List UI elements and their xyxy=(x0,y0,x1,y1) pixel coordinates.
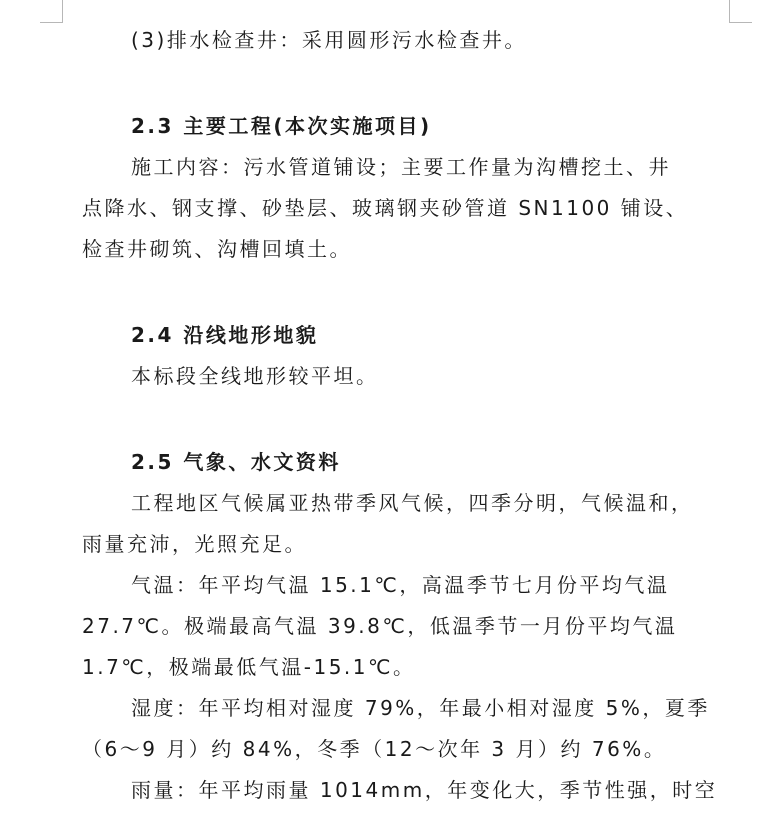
paragraph-spacer xyxy=(82,270,722,315)
paragraph-spacer xyxy=(82,397,722,442)
margin-corner-mark-left xyxy=(40,0,63,23)
paragraph-drainage-well: (3)排水检查井：采用圆形污水检查井。 xyxy=(131,28,527,52)
paragraph-construction-line-1: 施工内容：污水管道铺设；主要工作量为沟槽挖土、井 xyxy=(131,155,671,179)
paragraph-temperature-line-2: 27.7℃。极端最高气温 39.8℃，低温季节一月份平均气温 xyxy=(82,614,678,638)
paragraph-humidity-line-2: （6～9 月）约 84%，冬季（12～次年 3 月）约 76%。 xyxy=(82,737,667,761)
heading-2-4: 2.4 沿线地形地貌 xyxy=(131,323,319,347)
paragraph-humidity-line-1: 湿度：年平均相对湿度 79%，年最小相对湿度 5%，夏季 xyxy=(131,696,710,720)
paragraph-spacer xyxy=(82,61,722,106)
margin-corner-mark-right xyxy=(729,0,752,23)
paragraph-temperature-line-3: 1.7℃，极端最低气温-15.1℃。 xyxy=(82,655,416,679)
paragraph-terrain: 本标段全线地形较平坦。 xyxy=(131,364,379,388)
paragraph-construction-line-2: 点降水、钢支撑、砂垫层、玻璃钢夹砂管道 SN1100 铺设、 xyxy=(82,196,689,220)
heading-2-5: 2.5 气象、水文资料 xyxy=(131,450,341,474)
paragraph-temperature-line-1: 气温：年平均气温 15.1℃，高温季节七月份平均气温 xyxy=(131,573,670,597)
paragraph-construction-line-3: 检查井砌筑、沟槽回填土。 xyxy=(82,237,352,261)
heading-2-3: 2.3 主要工程(本次实施项目) xyxy=(131,114,432,138)
paragraph-climate-line-1: 工程地区气候属亚热带季风气候，四季分明，气候温和， xyxy=(131,491,694,515)
document-body xyxy=(82,20,722,811)
paragraph-climate-line-2: 雨量充沛，光照充足。 xyxy=(82,532,307,556)
paragraph-rainfall-line-1: 雨量：年平均雨量 1014mm，年变化大，季节性强，时空 xyxy=(131,778,718,802)
